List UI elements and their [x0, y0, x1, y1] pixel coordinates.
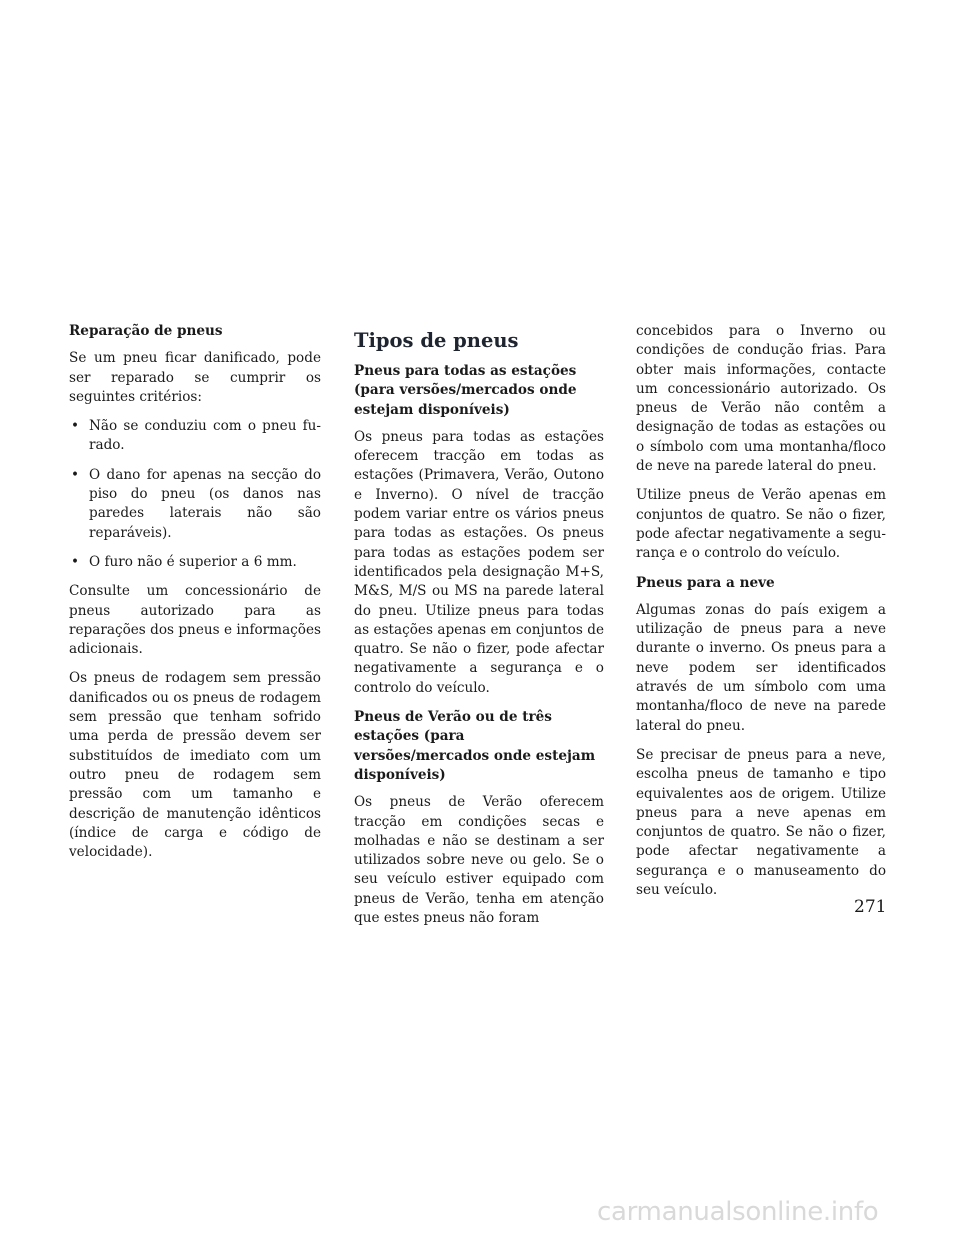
column-right	[636, 322, 886, 910]
paragraph: Se precisar de pneus para a neve, escolha pneus de tamanho e tipo equivalentes aos de origem. Utilize pneus para a neve apenas em conjuntos de quatro. Se não o fizer, pode afectar negativamente a segurança e o manuseamento do seu veículo.	[636, 746, 886, 899]
subheading-all-season: Pneus para todas as estações (para versões/mercados onde estejam disponíveis)	[354, 363, 577, 418]
list-item-text: O furo não é superior a 6 mm.	[89, 553, 297, 570]
subheading-summer: Pneus de Verão ou de três estações (para versões/mercados onde estejam disponíveis)	[354, 709, 596, 783]
paragraph: Se um pneu ficar danificado, pode ser reparado se cumprir os seguintes critérios:	[69, 350, 321, 405]
paragraph: Consulte um concessionário de pneus autorizado para as reparações dos pneus e informações adicionais.	[69, 583, 321, 658]
paragraph: Utilize pneus de Verão apenas em conjuntos de quatro. Se não o fizer, pode afectar negativamente a segurança e o controlo do veículo.	[636, 487, 886, 562]
paragraph: concebidos para o Inverno ou condições de condução frias. Para obter mais informações, contacte um concessionário autorizado. Os pneus de Verão não contêm a designação de todas as estações ou o símbolo com uma montanha/floco de neve na parede lateral do pneu.	[636, 323, 886, 475]
bullet-icon: •	[71, 553, 80, 570]
paragraph: Os pneus de Verão oferecem tracção em condições secas e molhadas e não se destinam a ser utilizados sobre neve ou gelo. Se o seu veículo estiver equipado com pneus de Verão, tenha em atenção que estes pneus não foram	[354, 794, 604, 927]
subheading-snow-tires: Pneus para a neve	[636, 574, 775, 591]
list-item	[69, 417, 321, 456]
list-item-text: O dano for apenas na secção do piso do pneu (os danos nas paredes laterais não são reparáveis).	[89, 466, 321, 541]
column-middle	[354, 322, 604, 938]
column-left	[69, 322, 321, 872]
paragraph: Os pneus de rodagem sem pressão danificados ou os pneus de rodagem sem pressão que tenham sofrido uma perda de pressão devem ser substituídos de imediato com um outro pneu de rodagem sem pressão com um tamanho e descrição de manutenção idênticos (índice de carga e código de velocidade).	[69, 670, 321, 861]
bullet-icon: •	[71, 418, 80, 435]
list-item	[69, 466, 321, 543]
bullet-icon: •	[71, 466, 80, 483]
watermark: carmanualsonline.info	[597, 1197, 879, 1227]
bullet-list	[69, 417, 321, 572]
page-number: 271	[854, 897, 887, 917]
list-item	[69, 553, 321, 572]
paragraph: Algumas zonas do país exigem a utilização de pneus para a neve durante o inverno. Os pneus para a neve podem ser identificados através de um símbolo com uma montanha/floco de neve na parede lateral do pneu.	[636, 601, 886, 734]
paragraph: Os pneus para todas as estações oferecem tracção em todas as estações (Primavera, Verão, Outono e Inverno). O nível de tracção podem variar entre os vários pneus para todas as estações. Os pneus para todas as estações podem ser identificados pela designação M+S, M&S, M/S ou MS na parede lateral do pneu. Utilize pneus para todas as estações apenas em conjuntos de quatro. Se não o fizer, pode afectar negativamente a segurança e o controlo do veículo.	[354, 428, 604, 696]
section-title-tire-types: Tipos de pneus	[354, 329, 519, 352]
list-item-text: Não se conduziu com o pneu furado.	[89, 418, 321, 454]
section-heading-tire-repair: Reparação de pneus	[69, 323, 223, 339]
